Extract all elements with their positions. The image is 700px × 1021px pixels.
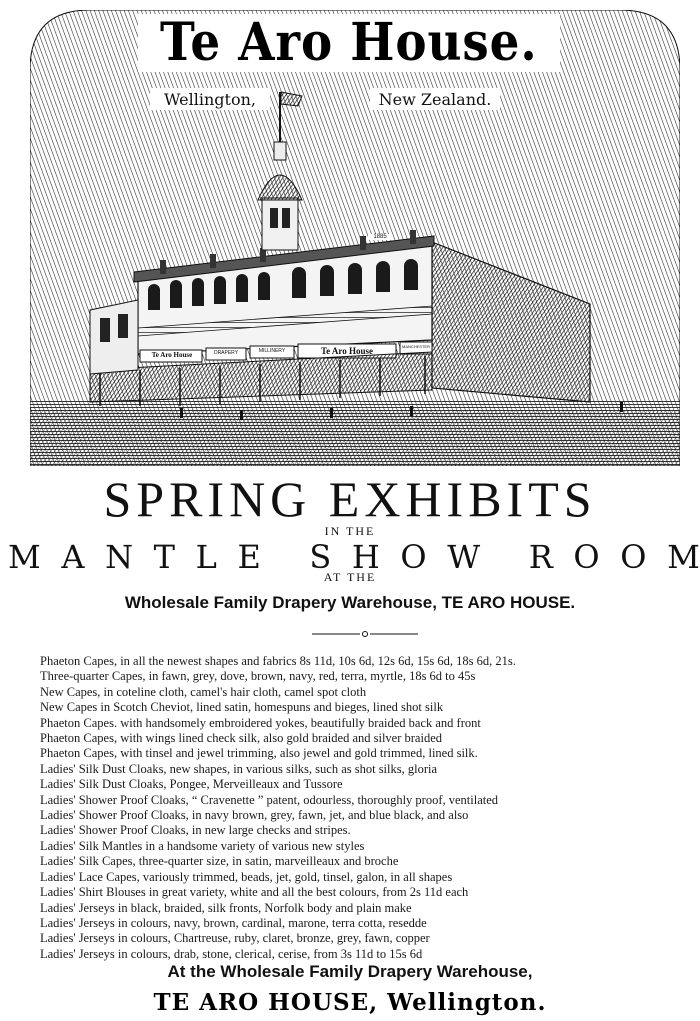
mantle-show-room-banner bbox=[8, 540, 700, 574]
list-item: Ladies' Jerseys in black, braided, silk fronts, Norfolk body and plain make bbox=[40, 900, 412, 915]
in-the-label: IN THE bbox=[324, 524, 376, 538]
headline: SPRING EXHIBITS bbox=[103, 471, 597, 527]
footer-store-name: TE ARO HOUSE, Wellington. bbox=[153, 989, 547, 1016]
letter: T bbox=[153, 538, 175, 576]
building-date: 1885 bbox=[368, 234, 392, 240]
footer-tagline: At the Wholesale Family Drapery Warehouse, bbox=[167, 962, 533, 981]
letter: W bbox=[447, 538, 481, 576]
list-item: Ladies' Silk Mantles in a handsome variety of various new styles bbox=[40, 838, 365, 853]
list-item: Ladies' Silk Dust Cloaks, Pongee, Merveilleaux and Tussore bbox=[40, 777, 343, 792]
shop-sign-manchester: MANCHESTER bbox=[401, 344, 430, 349]
letter: A bbox=[61, 538, 85, 576]
store-title: Te Aro House. bbox=[160, 12, 538, 73]
subheading: Wholesale Family Drapery Warehouse, TE ARO HOUSE. bbox=[124, 593, 576, 612]
letter: S bbox=[309, 538, 332, 576]
list-item: Phaeton Capes, in all the newest shapes and fabrics 8s 11d, 10s 6d, 12s 6d, 15s 6d, 18s 6d, 21s. bbox=[40, 654, 516, 668]
letter: M bbox=[8, 538, 41, 576]
list-item: Phaeton Capes, with wings lined check silk, also gold braided and silver braided bbox=[40, 731, 442, 746]
building-engraving bbox=[30, 10, 680, 466]
letter: M bbox=[667, 538, 700, 576]
list-item: Phaeton Capes, with tinsel and jewel trimming, also jewel and gold trimmed, lined silk. bbox=[40, 746, 478, 761]
list-item: Ladies' Shirt Blouses in great variety, white and all the best colours, from 2s 11d each bbox=[40, 885, 469, 900]
letter: R bbox=[528, 538, 553, 576]
list-item: Ladies' Shower Proof Cloaks, in new large checks and stripes. bbox=[40, 823, 351, 838]
letter: H bbox=[351, 538, 380, 576]
letter: L bbox=[195, 538, 217, 576]
list-item: New Capes, in coteline cloth, camel's hair cloth, camel spot cloth bbox=[40, 684, 367, 699]
list-item: Ladies' Shower Proof Cloaks, in navy brown, grey, fawn, jet, and blue black, and also bbox=[40, 808, 469, 823]
list-item: Phaeton Capes. with handsomely embroidered yokes, beautifully braided back and front bbox=[40, 715, 481, 730]
list-item: Ladies' Jerseys in colours, drab, stone, clerical, cerise, from 3s 11d to 15s 6d bbox=[40, 946, 423, 961]
list-item: New Capes in Scotch Cheviot, lined satin, homespuns and bieges, lined shot silk bbox=[40, 700, 444, 715]
list-item: Ladies' Silk Capes, three-quarter size, in satin, marveilleaux and broche bbox=[40, 854, 399, 869]
letter: O bbox=[620, 538, 647, 576]
location-country: New Zealand. bbox=[370, 88, 500, 110]
letter: N bbox=[105, 538, 134, 576]
ornamental-divider bbox=[312, 630, 418, 638]
list-item: Ladies' Jerseys in colours, Chartreuse, ruby, claret, bronze, grey, fawn, copper bbox=[40, 931, 430, 946]
letter: O bbox=[400, 538, 427, 576]
list-item: Ladies' Lace Capes, variously trimmed, beads, jet, gold, tinsel, galon, in all shapes bbox=[40, 869, 453, 884]
letter: E bbox=[237, 538, 261, 576]
letter: O bbox=[573, 538, 600, 576]
list-item: Ladies' Shower Proof Cloaks, “ Cravenette ” patent, odourless, thoroughly proof, ventilated bbox=[40, 792, 499, 807]
location-city: Wellington, bbox=[150, 88, 270, 110]
product-list bbox=[40, 654, 695, 962]
shop-sign-drapery: DRAPERY bbox=[213, 350, 239, 356]
list-item: Three-quarter Capes, in fawn, grey, dove, brown, navy, red, terra, myrtle, 18s 6d to 45s bbox=[40, 669, 476, 684]
list-item: Ladies' Silk Dust Cloaks, new shapes, in various silks, such as shot silks, gloria bbox=[40, 761, 438, 776]
at-the-label: AT THE bbox=[323, 570, 377, 584]
list-item: Ladies' Jerseys in colours, navy, brown, cardinal, marone, terra cotta, resedde bbox=[40, 915, 427, 930]
shop-sign-millinery: MILLINERY bbox=[258, 348, 286, 354]
shop-sign-main: Te Aro House bbox=[320, 346, 373, 356]
title-box bbox=[138, 14, 560, 72]
shop-sign-left: Te Aro House bbox=[151, 351, 193, 359]
